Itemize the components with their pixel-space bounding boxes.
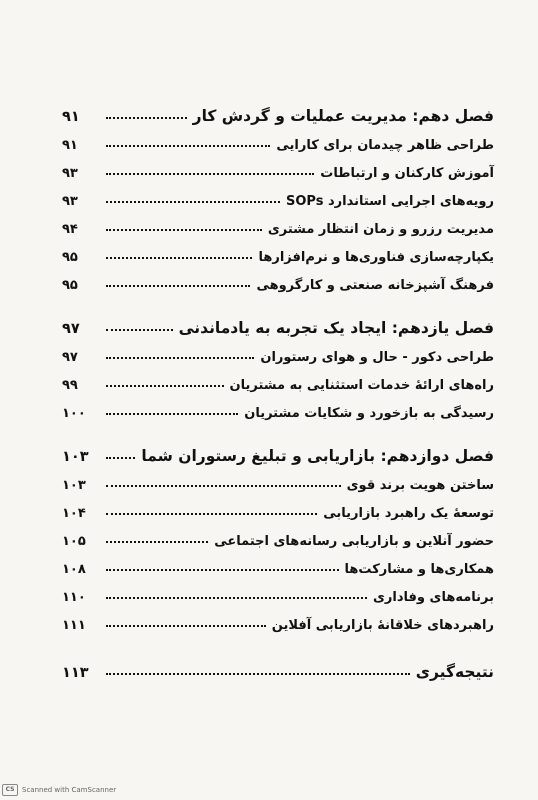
dot-leader xyxy=(106,513,317,515)
page-number: ۹۵ xyxy=(62,278,78,293)
item-title: حضور آنلاین و بازاریابی رسانه‌های اجتماعی xyxy=(214,534,494,549)
dot-leader xyxy=(106,597,367,599)
dot-leader xyxy=(106,413,238,415)
dot-leader xyxy=(106,285,250,287)
page-number: ۹۳ xyxy=(62,194,78,209)
dot-leader xyxy=(106,229,262,231)
toc-item-row[interactable] xyxy=(62,493,494,521)
dot-leader xyxy=(106,173,314,175)
page-number: ۱۱۰ xyxy=(62,590,86,605)
dot-leader xyxy=(106,385,224,387)
item-title: رویه‌های اجرایی استاندارد SOPs xyxy=(285,194,494,209)
page-number: ۹۱ xyxy=(62,109,80,125)
page-number: ۹۳ xyxy=(62,166,78,181)
toc-item-row[interactable] xyxy=(62,337,494,365)
toc-item-row[interactable] xyxy=(62,265,494,293)
section-gap xyxy=(62,633,494,651)
toc-item-row[interactable] xyxy=(62,577,494,605)
page-number: ۱۱۱ xyxy=(62,618,86,633)
scanner-watermark xyxy=(2,784,116,796)
item-title: راه‌های ارائهٔ خدمات استثنایی به مشتریان xyxy=(229,378,494,393)
dot-leader xyxy=(106,485,341,487)
item-title: یکپارچه‌سازی فناوری‌ها و نرم‌افزارها xyxy=(258,250,494,265)
item-title: همکاری‌ها و مشارکت‌ها xyxy=(344,562,494,577)
page-number: ۱۰۳ xyxy=(62,449,89,465)
page-number: ۹۹ xyxy=(62,378,78,393)
toc-item-row[interactable] xyxy=(62,549,494,577)
dot-leader xyxy=(106,569,339,571)
toc-item-row[interactable] xyxy=(62,181,494,209)
toc-chapter-row[interactable] xyxy=(62,95,494,125)
toc-item-row[interactable] xyxy=(62,393,494,421)
section-gap xyxy=(62,293,494,307)
chapter-title: فصل دوازدهم: بازاریابی و تبلیغ رستوران شما xyxy=(141,447,494,465)
dot-leader xyxy=(106,625,266,627)
toc-item-row[interactable] xyxy=(62,125,494,153)
chapter-title: فصل یازدهم: ایجاد یک تجربه به یادماندنی xyxy=(178,319,494,337)
page-number: ۱۰۰ xyxy=(62,406,86,421)
page-number: ۱۰۸ xyxy=(62,562,86,577)
item-title: طراحی ظاهر چیدمان برای کارایی xyxy=(276,138,494,153)
chapter-title: فصل دهم: مدیریت عملیات و گردش کار xyxy=(192,107,494,125)
item-title: ساختن هویت برند قوی xyxy=(346,478,494,493)
item-title: مدیریت رزرو و زمان انتظار مشتری xyxy=(267,222,494,237)
page-number: ۹۷ xyxy=(62,350,78,365)
toc-chapter-row[interactable] xyxy=(62,307,494,337)
item-title: توسعهٔ یک راهبرد بازاریابی xyxy=(323,506,494,521)
page-number: ۱۰۵ xyxy=(62,534,86,549)
dot-leader xyxy=(106,541,208,543)
toc-item-row[interactable] xyxy=(62,153,494,181)
dot-leader xyxy=(106,357,254,359)
camscanner-icon: CS xyxy=(2,784,18,796)
item-title: رسیدگی به بازخورد و شکایات مشتریان xyxy=(244,406,494,421)
toc-item-row[interactable] xyxy=(62,365,494,393)
dot-leader xyxy=(106,457,135,459)
dot-leader xyxy=(106,201,280,203)
toc-item-row[interactable] xyxy=(62,465,494,493)
item-title: طراحی دکور - حال و هوای رستوران xyxy=(260,350,494,365)
watermark-text: Scanned with CamScanner xyxy=(22,786,117,794)
toc-chapter-row[interactable] xyxy=(62,435,494,465)
page-number: ۹۵ xyxy=(62,250,78,265)
item-title: برنامه‌های وفاداری xyxy=(373,590,494,605)
toc-item-row[interactable] xyxy=(62,209,494,237)
toc-chapter-row[interactable] xyxy=(62,651,494,681)
dot-leader xyxy=(106,257,252,259)
section-gap xyxy=(62,421,494,435)
page-number: ۱۰۳ xyxy=(62,478,86,493)
item-title: آموزش کارکنان و ارتباطات xyxy=(320,166,494,181)
page-number: ۱۰۴ xyxy=(62,506,86,521)
page-number: ۹۷ xyxy=(62,321,80,337)
dot-leader xyxy=(106,117,187,119)
toc-item-row[interactable] xyxy=(62,237,494,265)
page-number: ۹۱ xyxy=(62,138,78,153)
table-of-contents xyxy=(62,95,494,681)
item-title: فرهنگ آشپزخانه صنعتی و کارگروهی xyxy=(256,278,494,293)
page-number: ۹۴ xyxy=(62,222,78,237)
chapter-title: نتیجه‌گیری xyxy=(415,663,494,681)
dot-leader xyxy=(106,329,173,331)
dot-leader xyxy=(106,145,270,147)
toc-item-row[interactable] xyxy=(62,605,494,633)
item-title: راهبردهای خلاقانهٔ بازاریابی آفلاین xyxy=(271,618,494,633)
toc-item-row[interactable] xyxy=(62,521,494,549)
dot-leader xyxy=(106,673,410,675)
page-number: ۱۱۳ xyxy=(62,665,89,681)
